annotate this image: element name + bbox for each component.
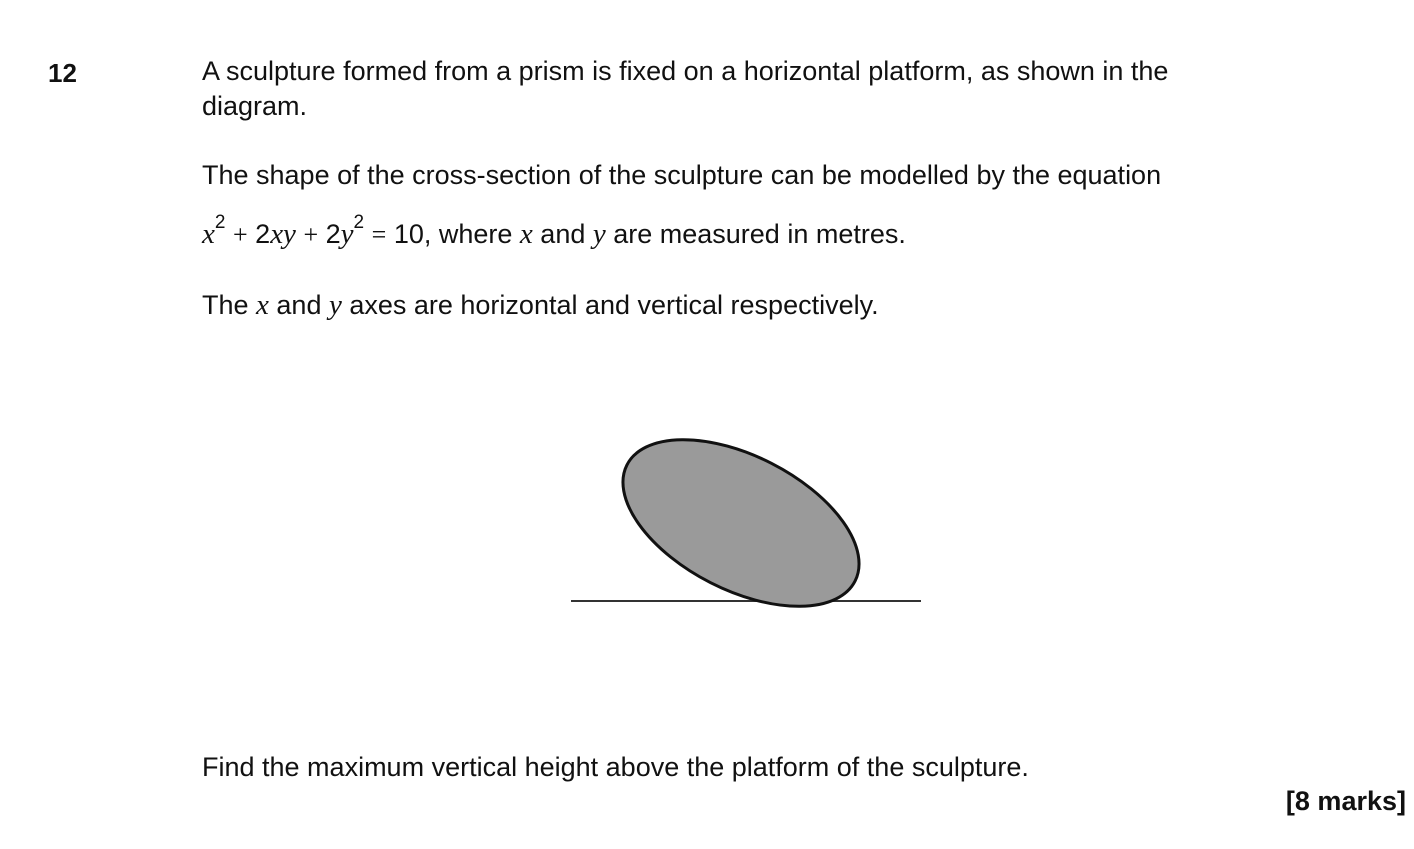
intro-text-line-2: diagram. bbox=[202, 91, 308, 121]
sculpture-diagram bbox=[560, 435, 940, 615]
eq-inline-y: y bbox=[592, 218, 606, 250]
axes-line bbox=[202, 288, 879, 322]
eq-and: and bbox=[532, 219, 593, 249]
task-text: Find the maximum vertical height above the platform of the sculpture. bbox=[202, 752, 1029, 782]
eq-rhs: 10 bbox=[393, 219, 424, 249]
eq-term-xy: xy bbox=[270, 218, 296, 250]
eq-plus-2: + bbox=[303, 220, 319, 249]
eq-exponent-2: 2 bbox=[353, 212, 365, 233]
axes-pre: The bbox=[202, 290, 257, 320]
axes-post: axes are horizontal and vertical respectively. bbox=[341, 290, 879, 320]
eq-coef-2: 2 bbox=[325, 219, 341, 249]
eq-exponent-1: 2 bbox=[214, 212, 226, 233]
eq-var-x: x bbox=[202, 218, 215, 250]
eq-tail-units: are measured in metres. bbox=[605, 219, 906, 249]
sculpture-cross-section bbox=[597, 435, 886, 615]
axes-var-y: y bbox=[328, 289, 342, 321]
eq-tail-where: , where bbox=[423, 219, 520, 249]
axes-var-x: x bbox=[256, 289, 269, 321]
intro-text-line-1: A sculpture formed from a prism is fixed on a horizontal platform, as shown in the bbox=[202, 56, 1169, 86]
eq-inline-x: x bbox=[519, 218, 533, 250]
marks-label: [8 marks] bbox=[1285, 786, 1406, 816]
eq-plus-1: + bbox=[232, 220, 248, 249]
equation-line bbox=[202, 212, 906, 252]
eq-equals: = bbox=[371, 220, 387, 249]
eq-coef-1: 2 bbox=[255, 219, 271, 249]
eq-var-y: y bbox=[340, 218, 354, 250]
model-text: The shape of the cross-section of the sculpture can be modelled by the equation bbox=[202, 160, 1162, 190]
axes-mid: and bbox=[268, 290, 329, 320]
question-number: 12 bbox=[48, 58, 77, 88]
